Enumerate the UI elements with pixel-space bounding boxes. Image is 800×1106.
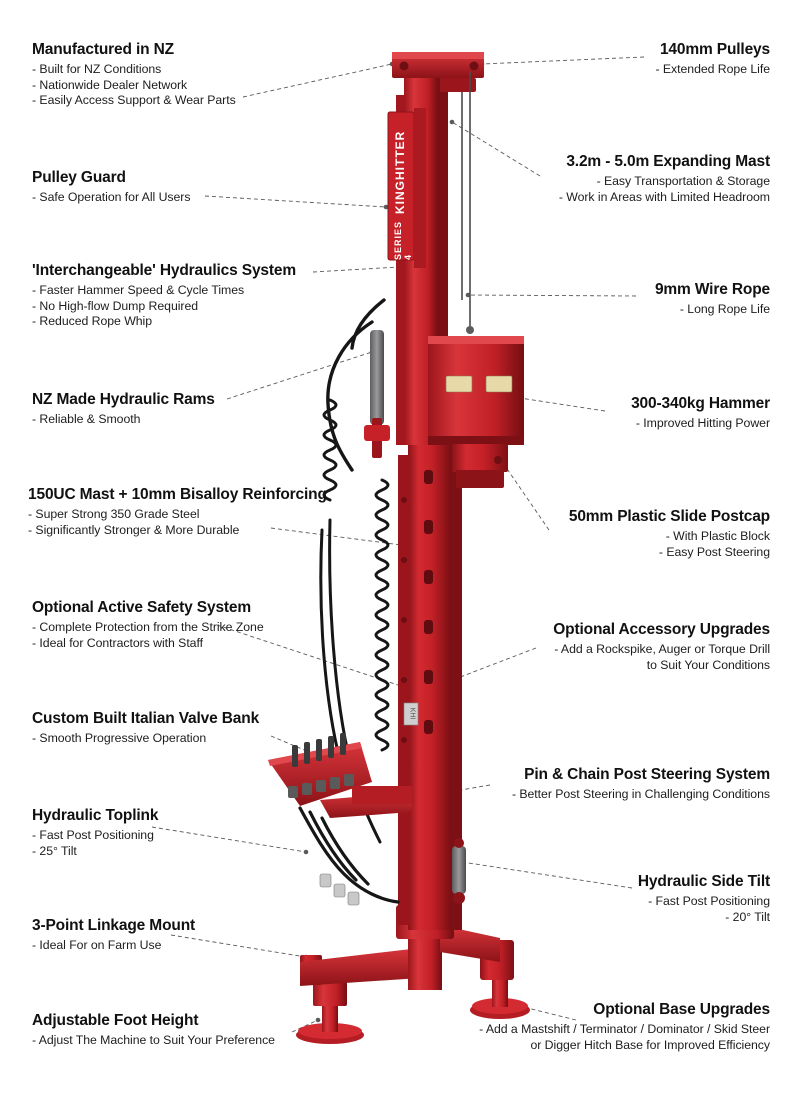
- callout-line: - Faster Hammer Speed & Cycle Times: [32, 282, 245, 297]
- callout-line: - Fast Post Positioning: [32, 827, 154, 842]
- callout-title: 150UC Mast + 10mm Bisalloy Reinforcing: [28, 486, 327, 503]
- callout-title: Hydraulic Toplink: [32, 807, 159, 824]
- callout-line: or Digger Hitch Base for Improved Efficiency: [530, 1037, 770, 1052]
- callout-line: - With Plastic Block: [665, 528, 770, 543]
- callout-line: - Easy Transportation & Storage: [596, 173, 770, 188]
- callout-line: - Long Rope Life: [679, 301, 770, 316]
- callout-manufactured-in-nz: [32, 40, 292, 109]
- callout-line: - Fast Post Positioning: [648, 893, 770, 908]
- callout-line: - Nationwide Dealer Network: [32, 77, 188, 92]
- plate-label: KHI: [408, 707, 416, 720]
- callout-hydraulic-toplink: [32, 806, 292, 859]
- callout-line: - Reduced Rope Whip: [32, 314, 153, 329]
- callout-nz-made-hydraulic-rams: [32, 390, 292, 428]
- callout-line: - Reliable & Smooth: [32, 411, 141, 426]
- callout-line: - Ideal for Contractors with Staff: [32, 635, 203, 650]
- callout-optional-accessory-upgrades: [440, 620, 770, 673]
- callout-line: - Improved Hitting Power: [635, 415, 770, 430]
- callout-line: - Smooth Progressive Operation: [32, 730, 207, 745]
- callout-title: Manufactured in NZ: [32, 41, 174, 58]
- callout-title: Custom Built Italian Valve Bank: [32, 710, 260, 727]
- callout-line: - Complete Protection from the Strike Zone: [32, 619, 264, 634]
- callout-line: - Safe Operation for All Users: [32, 189, 191, 204]
- callout-line: - Add a Mastshift / Terminator / Dominator / Skid Steer: [479, 1021, 770, 1036]
- callout-line: - Extended Rope Life: [655, 61, 770, 76]
- brand-model-label: SERIES 4: [393, 220, 413, 260]
- callout-line: - Add a Rockspike, Auger or Torque Drill: [554, 641, 770, 656]
- callout-pin-chain-post-steering-system: [400, 765, 770, 803]
- callout-140mm-pulleys: [470, 40, 770, 78]
- callout-line: - Easy Post Steering: [658, 544, 770, 559]
- callout-title: 300-340kg Hammer: [631, 395, 770, 412]
- callout-expanding-mast: [440, 152, 770, 205]
- callout-line: - 20° Tilt: [725, 909, 770, 924]
- callout-title: 3.2m - 5.0m Expanding Mast: [566, 153, 770, 170]
- callout-title: Optional Base Upgrades: [593, 1001, 770, 1018]
- callout-adjustable-foot-height: [32, 1011, 332, 1049]
- brand-name-label: KINGHITTER: [393, 130, 407, 214]
- callout-title: 9mm Wire Rope: [654, 281, 770, 298]
- callout-150uc-mast-reinforcing: [28, 485, 348, 538]
- callout-line: - Super Strong 350 Grade Steel: [28, 506, 200, 521]
- callout-title: Pin & Chain Post Steering System: [524, 766, 770, 783]
- callout-hammer: [470, 394, 770, 432]
- callout-line: - Work in Areas with Limited Headroom: [558, 189, 770, 204]
- callout-title: 50mm Plastic Slide Postcap: [568, 508, 770, 525]
- callout-title: Adjustable Foot Height: [32, 1012, 199, 1029]
- callout-custom-built-italian-valve-bank: [32, 709, 312, 747]
- callout-line: - Better Post Steering in Challenging Conditions: [511, 786, 770, 801]
- callout-line: to Suit Your Conditions: [646, 657, 770, 672]
- callout-interchangeable-hydraulics-system: [32, 261, 332, 330]
- callout-title: NZ Made Hydraulic Rams: [32, 391, 215, 408]
- callout-title: 140mm Pulleys: [659, 41, 770, 58]
- callout-title: 3-Point Linkage Mount: [32, 917, 196, 934]
- callout-title: Hydraulic Side Tilt: [637, 873, 770, 890]
- callout-50mm-plastic-slide-postcap: [450, 507, 770, 560]
- callout-line: - Adjust The Machine to Suit Your Preference: [32, 1032, 275, 1047]
- callout-pulley-guard: [32, 168, 292, 206]
- callout-title: Optional Active Safety System: [32, 599, 252, 616]
- callout-line: - Built for NZ Conditions: [32, 61, 162, 76]
- callout-9mm-wire-rope: [470, 280, 770, 318]
- callout-3-point-linkage-mount: [32, 916, 292, 954]
- callout-line: - Significantly Stronger & More Durable: [28, 522, 240, 537]
- callout-line: - No High-flow Dump Required: [32, 298, 199, 313]
- callout-title: 'Interchangeable' Hydraulics System: [32, 262, 297, 279]
- callout-optional-active-safety-system: [32, 598, 322, 651]
- callout-title: Pulley Guard: [32, 169, 126, 186]
- callout-optional-base-upgrades: [350, 1000, 770, 1053]
- callout-title: Optional Accessory Upgrades: [553, 621, 770, 638]
- callout-hydraulic-side-tilt: [470, 872, 770, 925]
- callout-line: - Ideal For on Farm Use: [32, 937, 162, 952]
- callout-line: - 25° Tilt: [32, 843, 77, 858]
- callout-line: - Easily Access Support & Wear Parts: [32, 93, 236, 108]
